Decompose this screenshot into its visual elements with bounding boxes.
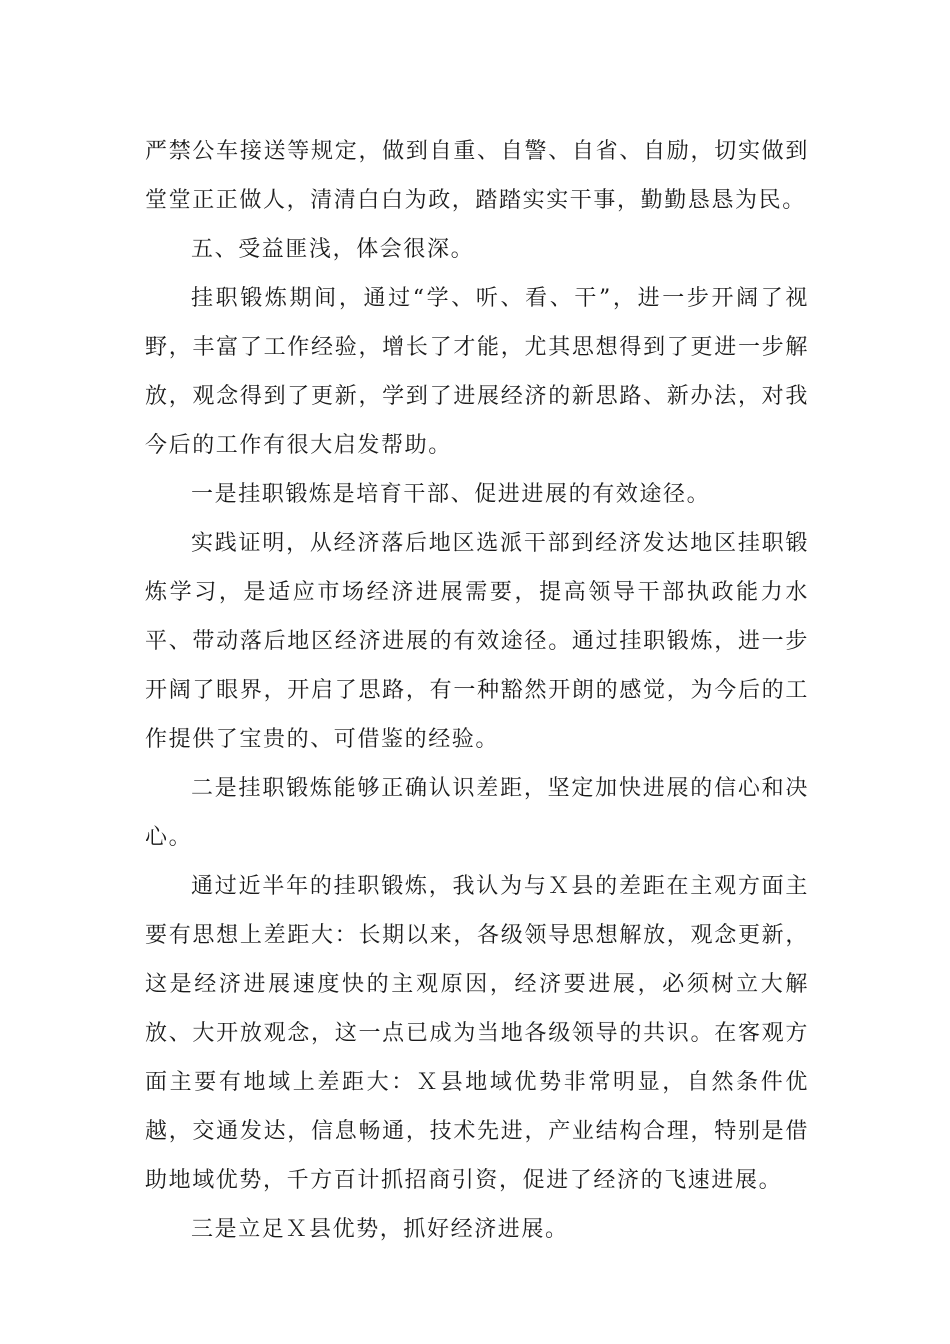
paragraph-7: 通过近半年的挂职锻炼，我认为与Ｘ县的差距在主观方面主要有思想上差距大：长期以来，各级领导思想解放，观念更新，这是经济进展速度快的主观原因，经济要进展，必须树立大解放、大开放观念，这一点已成为当地各级领导的共识。在客观方面主要有地域上差距大：Ｘ县地域优势非常明显，自然条件优越，交通发达，信息畅通，技术先进，产业结构合理，特别是借助地域优势，千方百计抓招商引资，促进了经济的飞速进展。 — [145, 874, 809, 1193]
document-body — [145, 127, 809, 1254]
paragraph-1: 严禁公车接送等规定，做到自重、自警、自省、自励，切实做到堂堂正正做人，清清白白为政，踏踏实实干事，勤勤恳恳为民。 — [145, 139, 809, 213]
paragraph-3: 挂职锻炼期间，通过“学、听、看、干”，进一步开阔了视野，丰富了工作经验，增长了才能，尤其思想得到了更进一步解放，观念得到了更新，学到了进展经济的新思路、新办法，对我今后的工作有很大启发帮助。 — [145, 286, 809, 458]
paragraph-5: 实践证明，从经济落后地区选派干部到经济发达地区挂职锻炼学习，是适应市场经济进展需要，提高领导干部执政能力水平、带动落后地区经济进展的有效途径。通过挂职锻炼，进一步开阔了眼界，开启了思路，有一种豁然开朗的感觉，为今后的工作提供了宝贵的、可借鉴的经验。 — [145, 531, 809, 752]
subheading-three: 三是立足Ｘ县优势，抓好经济进展。 — [191, 1217, 569, 1242]
subheading-one: 一是挂职锻炼是培育干部、促进进展的有效途径。 — [191, 482, 711, 507]
subheading-two: 二是挂职锻炼能够正确认识差距，坚定加快进展的信心和决心。 — [145, 776, 809, 850]
section-heading-five: 五、受益匪浅，体会很深。 — [191, 237, 475, 262]
